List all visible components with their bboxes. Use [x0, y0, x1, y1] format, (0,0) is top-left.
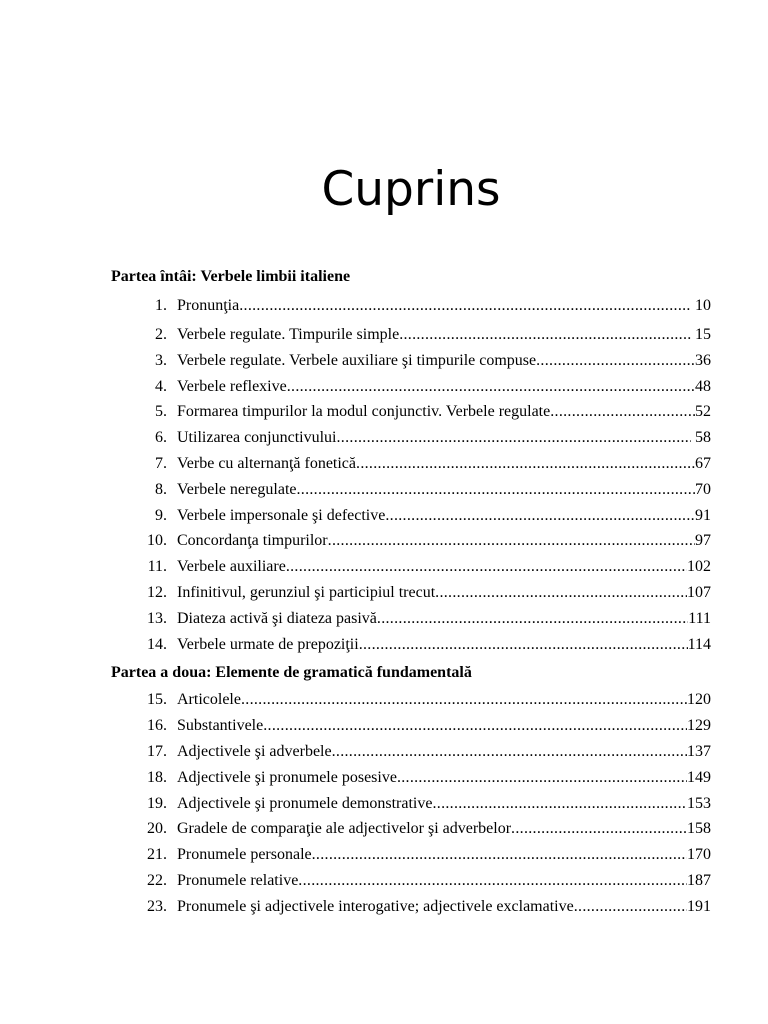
- entry-title: Formarea timpurilor la modul conjunctiv. Verbele regulate: [177, 403, 551, 421]
- entry-number: 15.: [147, 691, 167, 709]
- part-heading: Partea întâi: Verbele limbii italiene: [111, 268, 351, 285]
- entry-page-number: 114: [687, 635, 711, 653]
- entry-number: 13.: [147, 609, 167, 627]
- entry-number: 23.: [147, 897, 167, 915]
- entry-page-number: 170: [687, 846, 711, 864]
- entry-number: 20.: [147, 820, 167, 838]
- entry-page-number: 48: [695, 377, 711, 395]
- dot-leader: [399, 322, 691, 348]
- entry-title: Infinitivul, gerunziul şi participiul trecut: [177, 583, 436, 601]
- entry-title: Verbele regulate. Timpurile simple: [177, 326, 400, 343]
- dot-leader: [296, 477, 695, 503]
- dot-leader: [286, 554, 687, 580]
- dot-leader: [239, 291, 691, 320]
- entry-page-number: 191: [687, 897, 711, 915]
- entry-page-number: 137: [687, 742, 711, 760]
- entry-number: 16.: [147, 717, 167, 735]
- entry-number: 2.: [155, 326, 167, 343]
- entry-page-number: 153: [687, 794, 711, 812]
- toc-entry: [111, 528, 711, 554]
- toc-entry: [111, 739, 711, 765]
- entry-title: Verbele regulate. Verbele auxiliare şi timpurile compuse: [177, 351, 537, 369]
- dot-leader: [574, 894, 687, 920]
- entry-title: Pronumele şi adjectivele interogative; adjectivele exclamative: [177, 897, 574, 915]
- toc-entry: [111, 816, 711, 842]
- toc-entry: [111, 291, 711, 322]
- toc-entry: [111, 399, 711, 425]
- entry-title: Verbele auxiliare: [177, 558, 286, 576]
- toc-entry: [111, 791, 711, 817]
- toc-entry: [111, 477, 711, 503]
- entry-page-number: 67: [695, 454, 711, 472]
- toc-entry: [111, 894, 711, 920]
- entry-page-number: 102: [687, 558, 711, 576]
- entry-number: 12.: [147, 583, 167, 601]
- dot-leader: [385, 503, 695, 529]
- toc-entry: [111, 322, 711, 348]
- dot-leader: [435, 580, 687, 606]
- entry-title: Articolele: [177, 691, 241, 709]
- entry-page-number: 15: [695, 326, 711, 343]
- dot-leader: [397, 765, 687, 791]
- dot-leader: [432, 791, 687, 817]
- page-title: Cuprins: [321, 162, 501, 217]
- dot-leader: [263, 713, 687, 739]
- toc-entry: [111, 374, 711, 400]
- entry-title: Adjectivele şi adverbele: [177, 742, 332, 760]
- entry-title: Verbele reflexive: [177, 377, 287, 395]
- toc-entry: [111, 554, 711, 580]
- entry-page-number: 97: [695, 532, 711, 550]
- entry-number: 18.: [147, 768, 167, 786]
- entry-page-number: 36: [695, 351, 711, 369]
- entry-number: 14.: [147, 635, 167, 653]
- entry-number: 6.: [155, 429, 167, 447]
- entry-title: Adjectivele şi pronumele posesive: [177, 768, 397, 786]
- toc-entry: [111, 425, 711, 451]
- toc-entry: [111, 451, 711, 477]
- entry-number: 5.: [155, 403, 167, 421]
- entry-title: Verbe cu alternanţă fonetică: [177, 454, 357, 472]
- dot-leader: [337, 425, 692, 451]
- toc-entries: [111, 687, 711, 919]
- entry-title: Verbele neregulate: [177, 480, 297, 498]
- entry-number: 1.: [155, 297, 167, 314]
- toc-part-2: [111, 659, 711, 919]
- entry-title: Adjectivele şi pronumele demonstrative: [177, 794, 433, 812]
- part-heading: Partea a doua: Elemente de gramatică fundamentală: [111, 664, 472, 682]
- dot-leader: [356, 451, 695, 477]
- entry-title: Gradele de comparaţie ale adjectivelor şi adverbelor: [177, 820, 512, 838]
- toc-entry: [111, 632, 711, 658]
- entry-title: Verbele urmate de prepoziţii: [177, 635, 359, 653]
- toc-entries: [111, 291, 711, 657]
- dot-leader: [287, 374, 695, 400]
- toc-entry: [111, 348, 711, 374]
- entry-page-number: 52: [695, 403, 711, 421]
- entry-title: Utilizarea conjunctivului: [177, 429, 337, 447]
- dot-leader: [536, 348, 695, 374]
- entry-title: Substantivele: [177, 717, 264, 735]
- toc-entry: [111, 503, 711, 529]
- entry-title: Pronumele relative: [177, 871, 299, 889]
- dot-leader: [377, 606, 688, 632]
- entry-number: 7.: [155, 454, 167, 472]
- entry-number: 3.: [155, 351, 167, 369]
- entry-page-number: 158: [687, 820, 711, 838]
- entry-number: 10.: [147, 532, 167, 550]
- entry-page-number: 107: [687, 583, 711, 601]
- entry-number: 11.: [147, 558, 167, 576]
- entry-number: 17.: [147, 742, 167, 760]
- entry-page-number: 70: [695, 480, 711, 498]
- toc-part-1: [111, 263, 711, 657]
- toc-entry: [111, 765, 711, 791]
- entry-number: 19.: [147, 794, 167, 812]
- toc-entry: [111, 842, 711, 868]
- entry-page-number: 187: [687, 871, 711, 889]
- dot-leader: [328, 528, 695, 554]
- entry-number: 22.: [147, 871, 167, 889]
- entry-title: Pronunţia: [177, 297, 240, 314]
- dot-leader: [332, 739, 687, 765]
- entry-page-number: 58: [695, 429, 711, 447]
- entry-title: Pronumele personale: [177, 846, 312, 864]
- entry-number: 21.: [147, 846, 167, 864]
- dot-leader: [312, 842, 687, 868]
- entry-page-number: 91: [695, 506, 711, 524]
- entry-page-number: 149: [687, 768, 711, 786]
- entry-title: Diateza activă şi diateza pasivă: [177, 609, 377, 627]
- toc-entry: [111, 606, 711, 632]
- dot-leader: [241, 687, 687, 713]
- entry-page-number: 10: [695, 297, 711, 314]
- entry-number: 9.: [155, 506, 167, 524]
- table-of-contents: [111, 263, 711, 920]
- entry-page-number: 129: [687, 717, 711, 735]
- dot-leader: [511, 816, 687, 842]
- entry-page-number: 120: [687, 691, 711, 709]
- entry-number: 8.: [155, 480, 167, 498]
- dot-leader: [298, 868, 687, 894]
- entry-title: Verbele impersonale şi defective: [177, 506, 386, 524]
- entry-page-number: 111: [688, 609, 711, 627]
- entry-title: Concordanţa timpurilor: [177, 532, 328, 550]
- dot-leader: [359, 632, 688, 658]
- toc-entry: [111, 713, 711, 739]
- toc-entry: [111, 580, 711, 606]
- toc-entry: [111, 868, 711, 894]
- toc-entry: [111, 687, 711, 713]
- dot-leader: [550, 399, 695, 425]
- entry-number: 4.: [155, 377, 167, 395]
